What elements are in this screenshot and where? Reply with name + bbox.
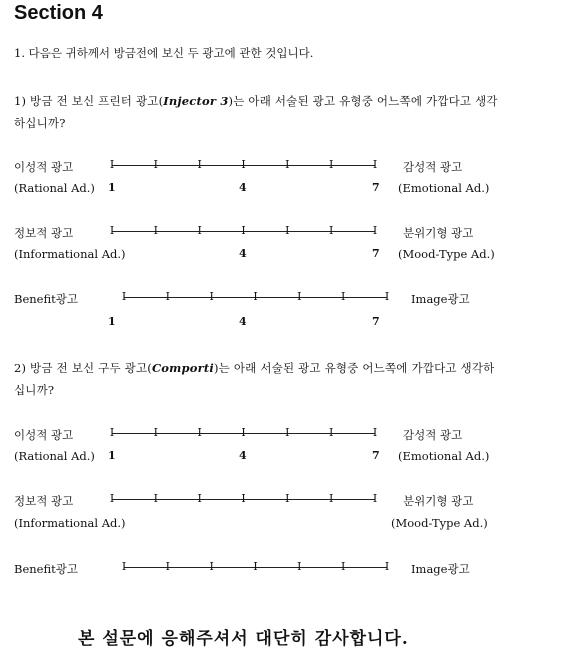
scale-point-1[interactable]: I	[109, 224, 115, 237]
scale-point-1[interactable]: I	[109, 426, 115, 439]
scale-point-4[interactable]: I	[241, 224, 246, 237]
q1-informational-scale[interactable]	[109, 224, 378, 237]
closing-thanks: 본 설문에 응해주셔서 대단히 감사합니다.	[78, 629, 409, 649]
q1-image-label: Image광고	[411, 292, 470, 306]
q1-rational-label-ko: 이성적 광고	[14, 160, 74, 174]
scale-point-5[interactable]: I	[297, 290, 302, 303]
scale-point-1[interactable]: I	[109, 492, 115, 505]
scale-point-6[interactable]: I	[328, 492, 334, 505]
scale-point-3[interactable]: I	[209, 290, 214, 303]
q1-mood-label-ko: 분위기형 광고	[403, 226, 474, 240]
scale-point-5[interactable]: I	[285, 492, 290, 505]
q1-benefit-num-low: 1	[108, 315, 116, 328]
q2-emotional-label-en: (Emotional Ad.)	[398, 449, 490, 463]
scale-point-4[interactable]: I	[241, 158, 246, 171]
scale-point-5[interactable]: I	[297, 560, 302, 573]
scale-point-4[interactable]: I	[253, 290, 258, 303]
scale-point-7[interactable]: I	[384, 290, 390, 303]
scale-point-5[interactable]: I	[285, 158, 290, 171]
scale-point-7[interactable]: I	[372, 158, 378, 171]
scale-point-1[interactable]: I	[121, 560, 127, 573]
scale-point-5[interactable]: I	[285, 224, 290, 237]
scale-point-2[interactable]: I	[153, 158, 159, 171]
scale-point-6[interactable]: I	[328, 158, 334, 171]
scale-point-2[interactable]: I	[165, 560, 171, 573]
scale-point-7[interactable]: I	[372, 492, 378, 505]
question-1-product: Injector 3	[163, 94, 229, 108]
question-2-prefix: 2) 방금 전 보신 구두 광고(	[14, 361, 152, 375]
q1-informational-num-high: 7	[372, 247, 380, 260]
scale-point-2[interactable]: I	[153, 492, 159, 505]
scale-point-3[interactable]: I	[197, 492, 202, 505]
q2-mood-label-en: (Mood-Type Ad.)	[391, 516, 488, 530]
q1-rational-label-en: (Rational Ad.)	[14, 181, 95, 195]
q2-rational-num-low: 1	[108, 449, 116, 462]
question-2-line-1	[14, 360, 494, 376]
scale-point-6[interactable]: I	[340, 560, 346, 573]
scale-point-6[interactable]: I	[328, 426, 334, 439]
q1-informational-label-ko: 정보적 광고	[14, 226, 74, 240]
scale-point-7[interactable]: I	[372, 426, 378, 439]
scale-point-4[interactable]: I	[253, 560, 258, 573]
question-1-prefix: 1) 방금 전 보신 프린터 광고(	[14, 94, 164, 108]
q1-rational-num-high: 7	[372, 181, 380, 194]
q2-informational-label-en: (Informational Ad.)	[14, 516, 126, 530]
scale-point-1[interactable]: I	[109, 158, 115, 171]
intro-text: 1. 다음은 귀하께서 방금전에 보신 두 광고에 관한 것입니다.	[14, 46, 314, 60]
scale-point-3[interactable]: I	[197, 426, 202, 439]
scale-point-3[interactable]: I	[209, 560, 214, 573]
q1-rational-num-low: 1	[108, 181, 116, 194]
question-2-suffix: )는 아래 서술된 광고 유형중 어느쪽에 가깝다고 생각하	[214, 361, 495, 375]
q1-benefit-num-mid: 4	[239, 315, 247, 328]
q1-benefit-scale[interactable]	[121, 290, 390, 303]
scale-point-7[interactable]: I	[372, 224, 378, 237]
q2-rational-num-high: 7	[372, 449, 380, 462]
q2-benefit-scale[interactable]	[121, 560, 390, 573]
q1-benefit-label: Benefit광고	[14, 292, 78, 306]
q1-benefit-num-high: 7	[372, 315, 380, 328]
q2-informational-scale[interactable]	[109, 492, 378, 505]
scale-point-4[interactable]: I	[241, 426, 246, 439]
q2-benefit-label: Benefit광고	[14, 562, 78, 576]
question-1-line-1	[14, 93, 498, 109]
scale-point-6[interactable]: I	[328, 224, 334, 237]
q1-emotional-label-ko: 감성적 광고	[403, 160, 463, 174]
scale-point-2[interactable]: I	[165, 290, 171, 303]
scale-point-7[interactable]: I	[384, 560, 390, 573]
q2-rational-label-en: (Rational Ad.)	[14, 449, 95, 463]
q2-rational-num-mid: 4	[239, 449, 247, 462]
q2-rational-scale[interactable]	[109, 426, 378, 439]
q1-informational-label-en: (Informational Ad.)	[14, 247, 126, 261]
q2-informational-label-ko: 정보적 광고	[14, 494, 74, 508]
scale-point-1[interactable]: I	[121, 290, 127, 303]
scale-point-5[interactable]: I	[285, 426, 290, 439]
scale-point-2[interactable]: I	[153, 426, 159, 439]
question-1-line-2: 하십니까?	[14, 116, 66, 130]
q1-emotional-label-en: (Emotional Ad.)	[398, 181, 490, 195]
scale-point-2[interactable]: I	[153, 224, 159, 237]
q1-informational-num-mid: 4	[239, 247, 247, 260]
q2-rational-label-ko: 이성적 광고	[14, 428, 74, 442]
q1-rational-num-mid: 4	[239, 181, 247, 194]
q2-image-label: Image광고	[411, 562, 470, 576]
question-2-line-2: 십니까?	[14, 383, 55, 397]
question-2-product: Comporti	[151, 361, 214, 375]
question-1-suffix: )는 아래 서술된 광고 유형중 어느쪽에 가깝다고 생각	[228, 94, 498, 108]
scale-point-6[interactable]: I	[340, 290, 346, 303]
scale-point-3[interactable]: I	[197, 224, 202, 237]
q1-rational-scale[interactable]	[109, 158, 378, 171]
q2-mood-label-ko: 분위기형 광고	[403, 494, 474, 508]
q1-mood-label-en: (Mood-Type Ad.)	[398, 247, 495, 261]
section-title: Section 4	[14, 2, 103, 24]
q2-emotional-label-ko: 감성적 광고	[403, 428, 463, 442]
scale-point-4[interactable]: I	[241, 492, 246, 505]
scale-point-3[interactable]: I	[197, 158, 202, 171]
